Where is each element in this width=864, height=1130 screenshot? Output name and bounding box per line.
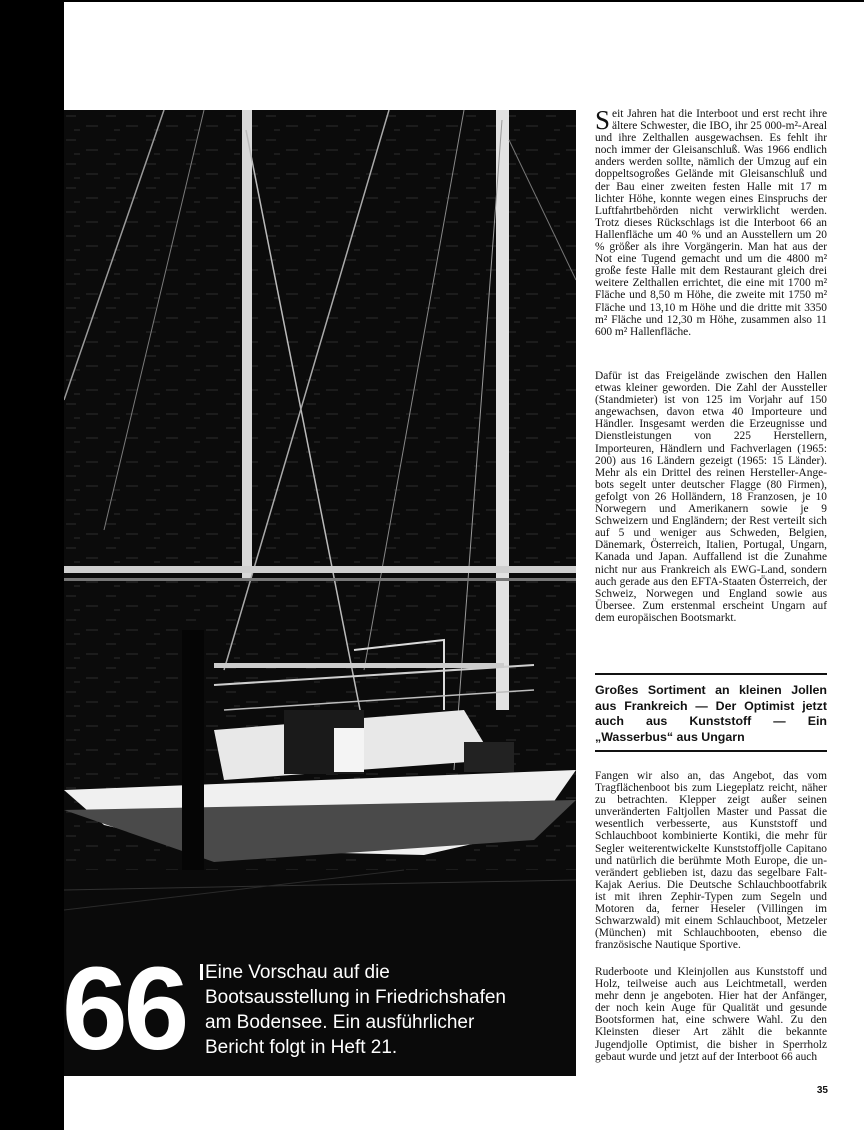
section-subhead: Großes Sortiment an kleinen Jollen aus Frankreich — Der Optimist jetzt auch aus Kunststoff — Ein „Wasserbus“ aus Ungarn (595, 683, 827, 744)
paragraph-text: eit Jahren hat die Interboot und erst recht ihre ältere Schwester, die IBO, ihr 25 000-m²-Areal und ihre Zelthallen ausgewachsen. Es fehlt ihr noch immer der Gleisanschluß. Was 1966 endlich anders werden sollte, nämlich der Umzug auf ein doppeltsogroßes Gelände mit Gleisanschluß und der Bau einer zweiten festen Halle mit 17 m lichter Höhe, konnte wegen eines Einspruchs der Luftfahrtbehörden nicht verwirklicht werden. Trotz dieses Rückschlags ist die Interboot 66 an Hallenfläche um 40 % und an Ausstellern um 20 % größer als ihre Vorgängerin. Man hat aus der Not eine Tugend gemacht und um die 4800 m² große feste Halle mit dem Restaurant gleich drei weitere Zelthallen errichtet, die eine mit 1700 m² Fläche und 8,50 m Höhe, die zweite mit 1750 m² Fläche und 13,10 m Höhe und die dritte mit 3350 m² Fläche und 12,30 m Höhe, zusammen also 11 600 m² Hallenfläche. (595, 108, 827, 338)
sailboat-photo (64, 110, 576, 1076)
paragraph-text: Ruderboote und Kleinjollen aus Kunststoff und Holz, teilweise auch aus Leichtmetall, werden mehr denn je angeboten. Hier hat der Anfänger, der noch kein Auge für Qualität und gesunde Bootsformen hat, eine schwere Wahl. Zu den Kleinsten dieser Art zählt die bekannte Jugendjolle Optimist, die bisher in Sperrholz gebaut wurde und jetzt auf der Interboot 66 auch (595, 966, 827, 1063)
article-paragraph-1 (595, 105, 827, 338)
article-paragraph-3 (595, 770, 827, 955)
top-border (64, 0, 864, 2)
photo-caption (205, 960, 575, 1060)
caption-line: Bootsausstellung in Friedrichshafen (205, 987, 507, 1008)
drop-cap: S (595, 105, 611, 135)
caption-line: Eine Vorschau auf die (205, 962, 390, 983)
paragraph-text: Dafür ist das Freigelände zwischen den Hallen etwas kleiner geworden. Die Zahl der Aussteller (Standmieter) ist von 125 im Vorjahr auf 150 angewachsen, davon etwa 40 Importeure und Händler. Insgesamt werden die Erzeugnisse und Dienstleistungen von 225 Herstellern, Importeuren, Händlern und Fachverlagen (1965: 200) aus 16 Ländern gezeigt (1965: 15 Länder). Mehr als ein Drittel des reinen Hersteller-Angebots segelt unter deutscher Flagge (80 Firmen), gefolgt von 26 Holländern, 18 Franzosen, je 10 Norwegern und Amerikanern sowie je 9 Schweizern und Engländern; der Rest verteilt sich auf 5 und weniger aus Schweden, Belgien, Dänemark, Österreich, Italien, Portugal, Ungarn, Kanada und Japan. Auffallend ist die Zunahme nicht nur aus Frankreich als EWG-Land, sondern auch gerade aus den EFTA-Staaten Österreich, der Schweiz, Norwegen und England sowie aus Übersee. Zum erstenmal erscheint Ungarn auf dem europäischen Bootsmarkt. (595, 370, 827, 624)
sailboat-illustration (64, 110, 576, 1076)
article-paragraph-4 (595, 966, 827, 1067)
article-paragraph-2 (595, 370, 827, 628)
caption-line: am Bodensee. Ein ausführlicher (205, 1012, 475, 1033)
paragraph-text: Fangen wir also an, das Angebot, das vom Tragflächenboot bis zum Liegeplatz reicht, näher zu betrachten. Klepper zeigt außer seinen unveränderten Faltjollen Master und Passat die wesentlich verbesserte, aus Kunststoff und Schlauchboot kombinierte Kontiki, die mehr für Segler weiterentwickelte Kunststoffjolle Capitano und natürlich die berühmte Moth Europe, die unverändert geblieben ist, dazu das segelbare Falt-Kajak Aerius. Die Deutsche Schlauchbootfabrik ist mit ihren Zephir-Typen zum Segeln und Motoren da, ferner Heseler (Villingen im Schwarzwald) mit einem Schlauchboot, Metzeler (München) mit Schlauchbooten, ebenso die französische Nautique Sportive. (595, 770, 827, 952)
page-number: 35 (816, 1085, 828, 1096)
black-page-margin (0, 0, 64, 1130)
subhead-top-rule (595, 673, 827, 675)
caption-line: Bericht folgt in Heft 21. (205, 1037, 398, 1058)
subhead-bottom-rule (595, 750, 827, 752)
issue-number: 66 (62, 943, 186, 1075)
caption-marker (200, 964, 203, 980)
